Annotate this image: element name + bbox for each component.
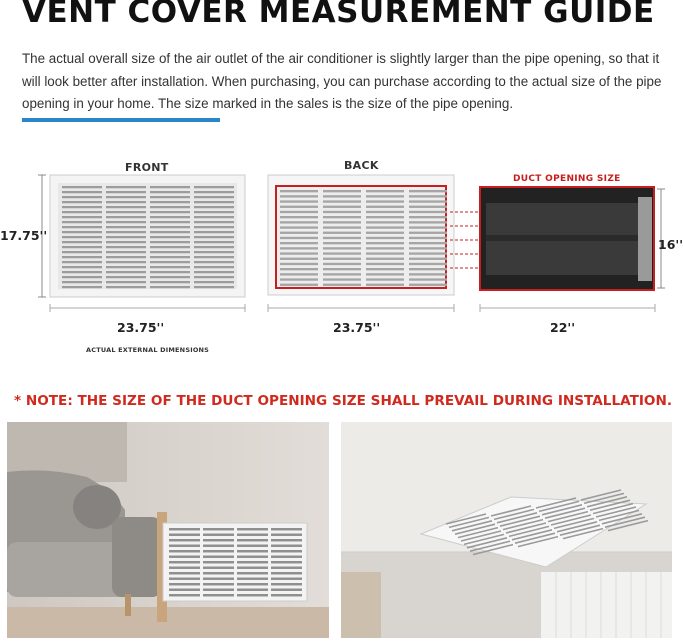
louver-slat [203,539,234,541]
louver-slat [280,190,318,192]
louver-slat [150,201,190,203]
louver-slat [106,281,146,283]
louver-slat [323,237,361,239]
louver-slat [366,258,404,260]
louver-slat [271,528,302,530]
louver-slat [62,241,102,243]
louver-slat [271,578,302,580]
louver-slat [194,211,234,213]
louver-slat [366,211,404,213]
louver-slat [409,206,447,208]
louver-slat [203,578,234,580]
louver-slat [409,211,447,213]
louver-slat [280,211,318,213]
louver-slat [366,226,404,228]
louver-slat [194,261,234,263]
louver-slat [366,195,404,197]
louver-slat [106,256,146,258]
back-vent-diagram [262,172,462,298]
louver-slat [106,191,146,193]
louver-slat [106,226,146,228]
louver-slat [150,211,190,213]
louver-slat [237,539,268,541]
louver-slat [409,232,447,234]
louver-slat [280,242,318,244]
louver-slat [323,206,361,208]
louver-slat [271,550,302,552]
louver-slat [203,534,234,536]
louver-slat [366,268,404,270]
louver-slat [409,258,447,260]
louver-slat [237,534,268,536]
louver-slat [366,252,404,254]
louver-slat [323,190,361,192]
louver-slat [62,221,102,223]
louver-slat [271,594,302,596]
louver-slat [323,247,361,249]
installation-note: * NOTE: THE SIZE OF THE DUCT OPENING SIZE SHALL PREVAIL DURING INSTALLATION. [14,393,672,409]
louver-slat [106,276,146,278]
louver-slat [280,237,318,239]
duct-width-dimension: 22'' [550,320,576,335]
louver-slat [106,206,146,208]
louver-slat [280,252,318,254]
wall-installation-photo [7,422,329,638]
louver-slat [323,216,361,218]
louver-slat [150,276,190,278]
louver-slat [62,246,102,248]
louver-slat [237,594,268,596]
louver-slat [194,206,234,208]
louver-slat [271,545,302,547]
louver-slat [106,271,146,273]
width-dimension-lines [0,300,679,316]
louver-slat [150,271,190,273]
louver-slat [237,556,268,558]
duct-opening-label: DUCT OPENING SIZE [513,174,621,184]
louver-slat [203,572,234,574]
louver-slat [106,231,146,233]
louver-slat [280,226,318,228]
louver-slat [62,271,102,273]
louver-slat [237,528,268,530]
louver-slat [194,276,234,278]
louver-slat [409,216,447,218]
louver-slat [169,528,200,530]
louver-slat [280,247,318,249]
louver-slat [280,258,318,260]
louver-slat [280,206,318,208]
louver-slat [62,266,102,268]
louver-slat [237,550,268,552]
louver-slat [409,221,447,223]
louver-slat [106,221,146,223]
louver-slat [150,236,190,238]
louver-slat [169,583,200,585]
louver-slat [150,286,190,288]
louver-slat [271,589,302,591]
louver-slat [409,263,447,265]
louver-slat [194,266,234,268]
back-label: BACK [344,159,379,172]
louver-slat [366,284,404,286]
louver-slat [62,216,102,218]
louver-slat [409,252,447,254]
louver-slat [150,231,190,233]
louver-slat [150,256,190,258]
louver-slat [409,278,447,280]
louver-slat [62,251,102,253]
accent-divider [22,118,220,122]
louver-slat [150,266,190,268]
louver-slat [237,578,268,580]
louver-slat [323,273,361,275]
front-label: FRONT [125,161,169,174]
louver-slat [271,583,302,585]
louver-slat [169,561,200,563]
louver-slat [106,286,146,288]
intro-paragraph: The actual overall size of the air outlet of the air conditioner is slightly larger than the pipe opening, so that it will look better after installation. When purchasing, you can purchase according to the actual size of the pipe opening in your home. The size marked in the sales is the size of the pipe opening. [22,51,662,111]
louver-slat [194,246,234,248]
duct-opening-diagram [478,185,668,295]
louver-slat [169,572,200,574]
louver-slat [409,247,447,249]
louver-slat [271,572,302,574]
louver-slat [194,226,234,228]
louver-slat [409,242,447,244]
louver-slat [409,237,447,239]
louver-slat [150,246,190,248]
louver-slat [194,251,234,253]
louver-slat [150,261,190,263]
louver-slat [62,196,102,198]
louver-slat [280,278,318,280]
back-width-dimension: 23.75'' [333,320,381,335]
ceiling-installation-photo [341,422,672,638]
louver-slat [194,216,234,218]
louver-slat [409,273,447,275]
louver-slat [323,263,361,265]
louver-slat [106,216,146,218]
louver-slat [409,268,447,270]
louver-slat [150,206,190,208]
louver-slat [366,190,404,192]
louver-slat [194,256,234,258]
louver-slat [323,195,361,197]
louver-slat [237,567,268,569]
louver-slat [62,231,102,233]
louver-slat [169,589,200,591]
louver-slat [237,561,268,563]
page-title: VENT COVER MEASUREMENT GUIDE [22,0,655,30]
louver-slat [62,261,102,263]
louver-slat [237,545,268,547]
louver-slat [194,191,234,193]
louver-slat [237,572,268,574]
external-dimensions-note: ACTUAL EXTERNAL DIMENSIONS [86,346,210,354]
louver-slat [62,281,102,283]
louver-slat [366,273,404,275]
louver-slat [194,241,234,243]
louver-slat [194,186,234,188]
front-width-dimension: 23.75'' [117,320,165,335]
louver-slat [237,589,268,591]
louver-slat [62,226,102,228]
louver-slat [194,271,234,273]
louver-slat [271,539,302,541]
louver-slat [203,550,234,552]
louver-slat [323,200,361,202]
louver-slat [62,286,102,288]
louver-slat [106,246,146,248]
louver-slat [203,561,234,563]
louver-slat [106,266,146,268]
louver-slat [62,206,102,208]
louver-slat [150,196,190,198]
louver-slat [366,200,404,202]
louver-slat [280,216,318,218]
duct-height-dimension: 16'' [658,237,683,252]
louver-slat [237,583,268,585]
louver-slat [194,231,234,233]
louver-slat [280,273,318,275]
louver-slat [106,186,146,188]
louver-slat [280,268,318,270]
louver-slat [62,276,102,278]
louver-slat [169,556,200,558]
louver-slat [169,545,200,547]
louver-slat [106,261,146,263]
louver-slat [194,236,234,238]
louver-slat [323,211,361,213]
louver-slat [409,200,447,202]
louver-slat [323,258,361,260]
louver-slat [203,545,234,547]
louver-slat [169,578,200,580]
louver-slat [280,200,318,202]
louver-slat [194,221,234,223]
louver-slat [409,190,447,192]
louver-slat [150,241,190,243]
louver-slat [366,263,404,265]
louver-slat [62,191,102,193]
louver-slat [280,195,318,197]
louver-slat [203,589,234,591]
louver-slat [271,556,302,558]
louver-slat [194,196,234,198]
louver-slat [366,242,404,244]
front-height-dimension: 17.75'' [0,228,48,243]
louver-slat [203,594,234,596]
louver-slat [194,286,234,288]
louver-slat [169,594,200,596]
louver-slat [106,236,146,238]
louver-slat [150,216,190,218]
louver-slat [366,278,404,280]
louver-slat [62,201,102,203]
louver-slat [150,221,190,223]
louver-slat [62,236,102,238]
louver-slat [203,567,234,569]
louver-slat [280,263,318,265]
louver-slat [366,216,404,218]
louver-slat [323,284,361,286]
louver-slat [62,256,102,258]
louver-slat [150,186,190,188]
louver-slat [194,201,234,203]
louver-slat [323,278,361,280]
louver-slat [203,528,234,530]
louver-slat [203,556,234,558]
louver-slat [366,206,404,208]
louver-slat [169,550,200,552]
louver-slat [150,226,190,228]
louver-slat [271,534,302,536]
louver-slat [106,241,146,243]
louver-slat [150,191,190,193]
louver-slat [409,284,447,286]
louver-slat [169,567,200,569]
louver-slat [150,251,190,253]
louver-slat [150,281,190,283]
louver-slat [62,186,102,188]
louver-slat [62,211,102,213]
louver-slat [323,268,361,270]
louver-slat [203,583,234,585]
louver-slat [106,251,146,253]
louver-slat [280,232,318,234]
louver-slat [106,211,146,213]
louver-slat [106,196,146,198]
louver-slat [323,221,361,223]
louver-slat [323,226,361,228]
louver-slat [409,195,447,197]
louver-slat [366,232,404,234]
louver-slat [280,284,318,286]
louver-slat [366,237,404,239]
louver-slat [323,252,361,254]
louver-slat [194,281,234,283]
louver-slat [169,534,200,536]
louver-slat [280,221,318,223]
louver-slat [169,539,200,541]
louver-slat [271,561,302,563]
louver-slat [271,567,302,569]
louver-slat [409,226,447,228]
louver-slat [323,232,361,234]
louver-slat [366,221,404,223]
louver-slat [323,242,361,244]
louver-slat [106,201,146,203]
louver-slat [366,247,404,249]
